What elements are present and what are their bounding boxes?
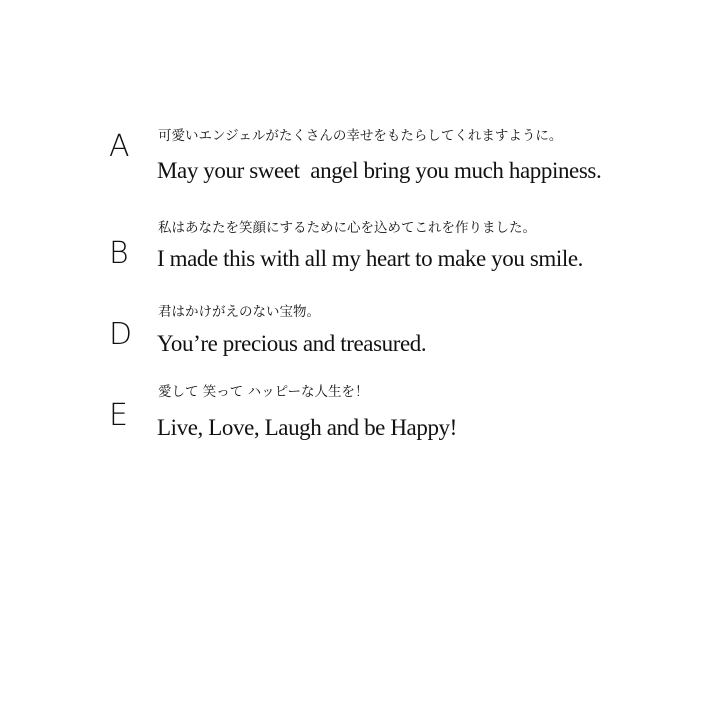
option-letter: E xyxy=(109,398,128,433)
english-text: Live, Love, Laugh and be Happy! xyxy=(157,415,457,440)
phrase-option-d xyxy=(0,306,720,386)
option-letter: D xyxy=(109,317,133,352)
english-text: May your sweet angel bring you much happiness. xyxy=(157,158,602,183)
japanese-text: 愛して 笑って ハッピーな人生を！ xyxy=(158,384,369,400)
english-text: I made this with all my heart to make you smile. xyxy=(157,246,584,271)
phrase-option-a xyxy=(0,128,720,208)
english-text: You’re precious and treasured. xyxy=(157,331,427,356)
japanese-text: 可愛いエンジェルがたくさんの幸せをもたらしてくれますように。 xyxy=(158,128,563,144)
phrase-option-e xyxy=(0,386,720,466)
phrase-option-b xyxy=(0,222,720,302)
japanese-text: 君はかけがえのない宝物。 xyxy=(158,304,320,320)
option-letter: A xyxy=(109,129,130,164)
japanese-text: 私はあなたを笑顔にするために心を込めてこれを作りました。 xyxy=(158,220,536,236)
option-letter: B xyxy=(109,236,129,271)
